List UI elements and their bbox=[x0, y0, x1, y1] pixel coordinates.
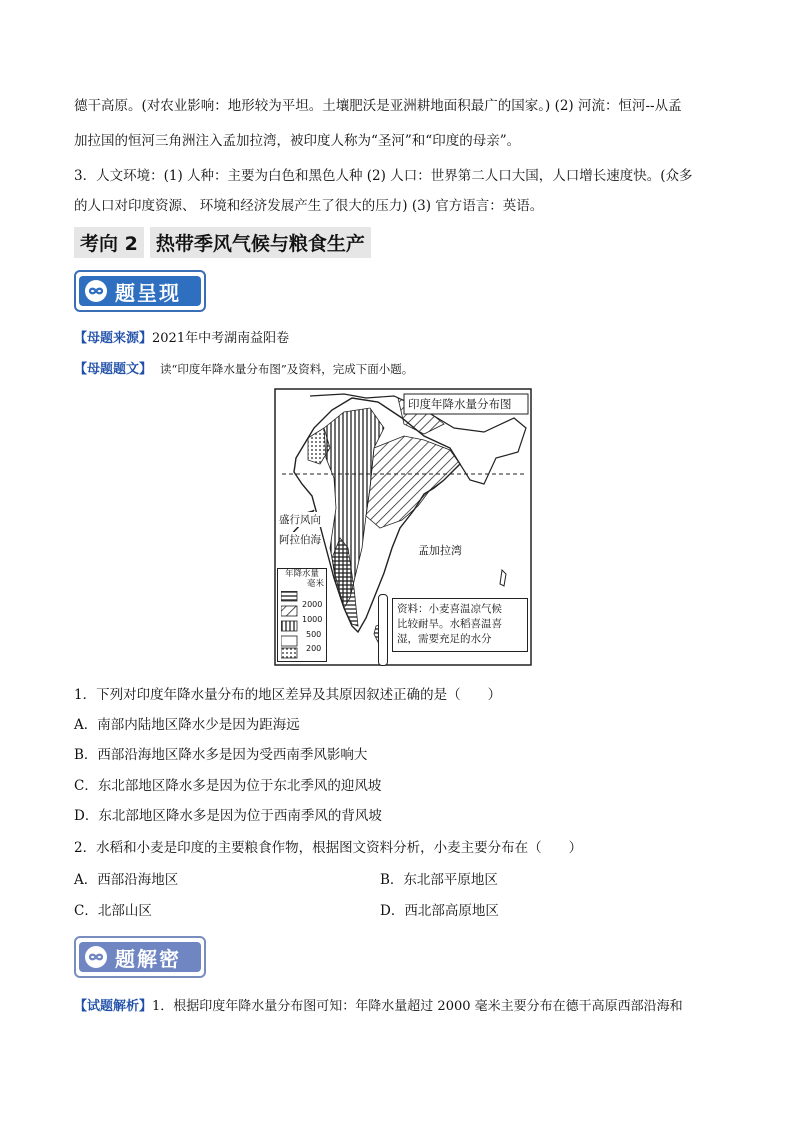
q2-option-b: B．东北部平原地区 bbox=[380, 872, 498, 888]
scroll-decoration bbox=[378, 594, 388, 666]
bay-label: 孟加拉湾 bbox=[418, 544, 462, 557]
note-line-1: 资料：小麦喜温凉气候 bbox=[397, 603, 502, 615]
legend-title-1: 年降水量 bbox=[284, 569, 319, 579]
map-legend bbox=[277, 568, 327, 662]
intro-line-4: 的人口对印度资源、 环境和经济发展产生了很大的压力) (3) 官方语言：英语。 bbox=[74, 198, 544, 214]
map-title: 印度年降水量分布图 bbox=[408, 397, 512, 411]
stem-tag: 【母题题文】 bbox=[74, 362, 153, 377]
q1-option-d: D．东北部地区降水多是因为位于西南季风的背风坡 bbox=[74, 808, 382, 824]
legend-value-200: 200 bbox=[306, 644, 322, 653]
analysis-tag: 【试题解析】 bbox=[74, 999, 153, 1014]
note-line-3: 湿，需要充足的水分 bbox=[397, 633, 492, 645]
infinity-icon bbox=[85, 946, 107, 968]
q1-option-a: A．南部内陆地区降水少是因为距海远 bbox=[74, 717, 300, 733]
note-line-2: 比较耐旱。水稻喜温喜 bbox=[397, 618, 502, 630]
q1-stem: 1．下列对印度年降水量分布的地区差异及其原因叙述正确的是（ ） bbox=[74, 687, 502, 703]
intro-line-1: 德干高原。(对农业影响：地形较为平坦。土壤肥沃是亚洲耕地面积最广的国家。) (2) 河流：恒河--从孟 bbox=[74, 98, 682, 114]
legend-value-500: 500 bbox=[306, 630, 322, 639]
source-tag: 【母题来源】 bbox=[74, 331, 153, 346]
section-number: 考向 2 bbox=[74, 227, 144, 258]
sea-label: 阿拉伯海 bbox=[279, 534, 321, 546]
q2-option-d: D．西北部高原地区 bbox=[380, 903, 499, 919]
section-heading bbox=[74, 227, 371, 257]
india-rainfall-map bbox=[274, 388, 532, 666]
q2-option-c: C．北部山区 bbox=[74, 903, 152, 919]
infinity-icon bbox=[85, 280, 107, 302]
q1-option-b: B．西部沿海地区降水多是因为受西南季风影响大 bbox=[74, 747, 368, 763]
q2-option-a: A．西部沿海地区 bbox=[74, 872, 179, 888]
stem-line bbox=[74, 359, 413, 380]
legend-title-2: 毫米 bbox=[306, 579, 324, 589]
source-text: 2021年中考湖南益阳卷 bbox=[152, 331, 290, 346]
badge-label: 题呈现 bbox=[115, 280, 181, 305]
wind-label: 盛行风向 bbox=[279, 514, 321, 526]
source-line bbox=[74, 329, 289, 349]
analysis-line bbox=[74, 997, 683, 1017]
intro-line-3: 3．人文环境：(1) 人种：主要为白色和黑色人种 (2) 人口：世界第二人口大国，人口增长速度快。(众多 bbox=[74, 168, 693, 184]
legend-value-2000: 2000 bbox=[302, 600, 323, 609]
intro-line-2: 加拉国的恒河三角洲注入孟加拉湾，被印度人称为“圣河”和“印度的母亲”。 bbox=[74, 133, 521, 149]
q1-option-c: C．东北部地区降水多是因为位于东北季风的迎风坡 bbox=[74, 778, 382, 794]
section-title: 热带季风气候与粮食生产 bbox=[150, 227, 371, 258]
analysis-text: 1．根据印度年降水量分布图可知：年降水量超过 2000 毫米主要分布在德干高原西部沿海和 bbox=[152, 999, 683, 1014]
badge-label: 题解密 bbox=[115, 946, 181, 971]
question-badge bbox=[74, 270, 206, 312]
stem-text: 读“印度年降水量分布图”及资料，完成下面小题。 bbox=[160, 362, 414, 376]
legend-title bbox=[278, 569, 326, 589]
answer-badge bbox=[74, 936, 206, 978]
q2-stem: 2．水稻和小麦是印度的主要粮食作物，根据图文资料分析，小麦主要分布在（ ） bbox=[74, 840, 583, 856]
legend-value-1000: 1000 bbox=[302, 615, 323, 624]
material-note bbox=[392, 598, 528, 652]
